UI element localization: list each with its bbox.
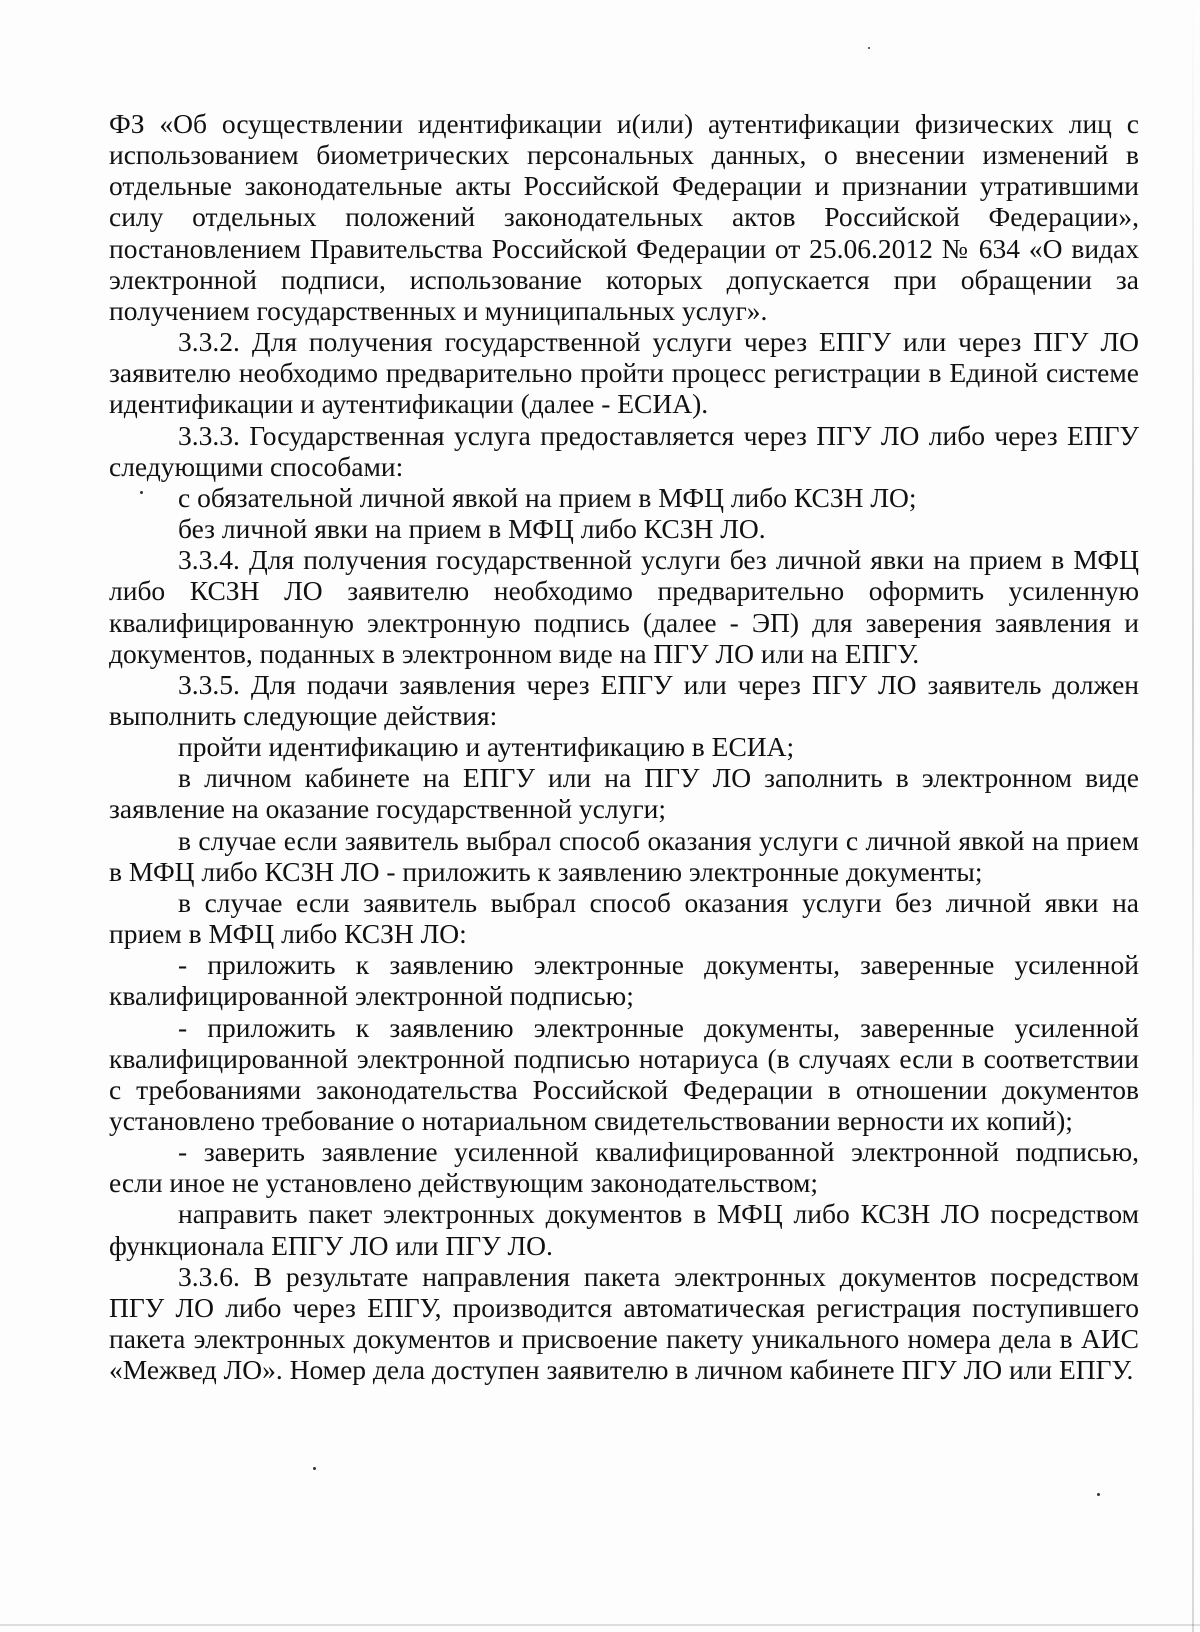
list-item-sign-application: - заверить заявление усиленной квалифицированной электронной подписью, если иное не установлено действующим законодательством; <box>109 1136 1139 1199</box>
list-item-attach-signed: - приложить к заявлению электронные документы, заверенные усиленной квалифицированной электронной подписью; <box>109 949 1139 1012</box>
paragraph-3-3-3: 3.3.3. Государственная услуга предоставляется через ПГУ ЛО либо через ЕПГУ следующими способами: <box>109 419 1139 482</box>
paragraph-3-3-4: 3.3.4. Для получения государственной услуги без личной явки на прием в МФЦ либо КСЗН ЛО заявителю необходимо предварительно оформить усиленную квалифицированную электронную подпись (далее - ЭП) для заверения заявления и документов, поданных в электронном виде на ПГУ ЛО или на ЕПГУ. <box>109 544 1139 669</box>
list-item-send-package: направить пакет электронных документов в МФЦ либо КСЗН ЛО посредством функционала ЕПГУ ЛО или ПГУ ЛО. <box>109 1198 1139 1261</box>
list-item-fill-application: в личном кабинете на ЕПГУ или на ПГУ ЛО заполнить в электронном виде заявление на оказание государственной услуги; <box>109 762 1139 825</box>
scan-speck <box>313 1467 316 1470</box>
document-body <box>109 108 1139 1385</box>
paragraph-3-3-6: 3.3.6. В результате направления пакета электронных документов посредством ПГУ ЛО либо через ЕПГУ, производится автоматическая регистрация поступившего пакета электронных документов и присвоение пакету уникального номера дела в АИС «Межвед ЛО». Номер дела доступен заявителю в личном кабинете ПГУ ЛО или ЕПГУ. <box>109 1260 1139 1386</box>
list-item-no-visit-case: в случае если заявитель выбрал способ оказания услуги без личной явки на прием в МФЦ либо КСЗН ЛО: <box>109 886 1139 950</box>
scan-speck <box>868 47 870 49</box>
scan-speck <box>140 491 143 494</box>
scan-edge-right <box>1192 0 1194 1632</box>
list-item-attach-notary: - приложить к заявлению электронные документы, заверенные усиленной квалифицированной электронной подписью нотариуса (в случаях если в соответствии с требованиями законодательства Российской Федерации в отношении документов установлено требование о нотариальном свидетельствовании верности их копий); <box>109 1011 1139 1136</box>
scan-edge-bottom <box>0 1624 1200 1626</box>
list-item-esia: пройти идентификацию и аутентификацию в ЕСИА; <box>178 731 795 763</box>
scan-speck <box>1097 1493 1100 1496</box>
list-item-with-visit: с обязательной личной явкой на прием в МФЦ либо КСЗН ЛО; <box>178 481 917 513</box>
paragraph-3-3-2: 3.3.2. Для получения государственной услуги через ЕПГУ или через ПГУ ЛО заявителю необходимо предварительно пройти процесс регистрации в Единой системе идентификации и аутентификации (далее - ЕСИА). <box>109 326 1139 420</box>
list-item-without-visit: без личной явки на прием в МФЦ либо КСЗН ЛО. <box>178 513 766 545</box>
paragraph-law-reference: ФЗ «Об осуществлении идентификации и(или) аутентификации физических лиц с использованием биометрических персональных данных, о внесении изменений в отдельные законодательные акты Российской Федерации и признании утратившими силу отдельных положений законодательных актов Российской Федерации», постановлением Правительства Российской Федерации от 25.06.2012 № 634 «О видах электронной подписи, использование которых допускается при обращении за получением государственных и муниципальных услуг». <box>109 108 1139 326</box>
paragraph-3-3-5: 3.3.5. Для подачи заявления через ЕПГУ или через ПГУ ЛО заявитель должен выполнить следующие действия: <box>109 668 1139 731</box>
list-item-attach-documents: в случае если заявитель выбрал способ оказания услуги с личной явкой на прием в МФЦ либо КСЗН ЛО - приложить к заявлению электронные документы; <box>109 824 1139 887</box>
